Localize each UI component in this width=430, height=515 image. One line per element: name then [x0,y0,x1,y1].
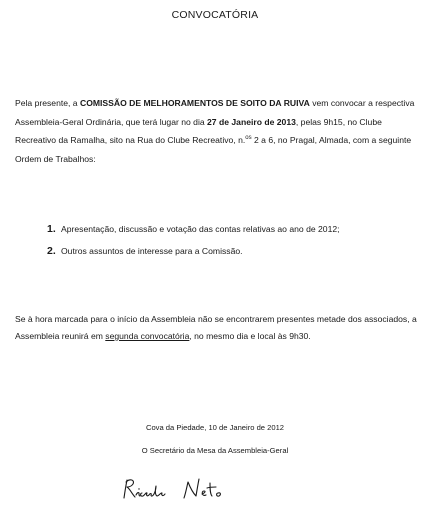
intro-text-4: 2 a 6, no Pragal, Almada, com a seguinte Ordem de Trabalhos: [15,135,412,164]
intro-text-3: , pelas 9h15, no Clube Recreativo da Ramalha, sito na Rua do Clube Recreativo, n. [15,116,382,146]
notice-text-2: , no mesmo dia e local às 9h30. [189,331,311,341]
intro-text-1: Pela presente, a [15,98,80,108]
notice-text-1: Se à hora marcada para o início da Assembleia não se encontrarem presentes metade dos associados, a Assembleia reunirá em [15,314,417,341]
intro-text-2: vem convocar a respectiva Assembleia-Geral Ordinária, que terá lugar no dia [15,98,415,127]
agenda-item-text: Outros assuntos de interesse para a Comissão. [61,246,243,256]
agenda-item-text: Apresentação, discussão e votação das contas relativas ao ano de 2012; [61,224,340,234]
assembly-date: 27 de Janeiro de 2013 [207,116,296,127]
agenda-item [47,218,417,240]
organization-name: COMISSÃO DE MELHORAMENTOS DE SOITO DA RUIVA [79,98,310,108]
agenda-item [47,240,417,262]
agenda-item-number: 1. [47,223,56,235]
document-title: CONVOCATÓRIA [171,9,259,21]
secretary-role: O Secretário da Mesa da Assembleia-Geral [141,446,289,455]
second-call-underlined: segunda convocatória [105,331,190,341]
place-date: Cova da Piedade, 10 de Janeiro de 2012 [145,423,285,432]
agenda-item-number: 2. [47,245,56,257]
intro-superscript: os [245,135,252,142]
notice-paragraph [15,311,419,345]
intro-paragraph [15,94,419,168]
handwritten-signature [120,474,230,508]
agenda-list [47,218,417,262]
